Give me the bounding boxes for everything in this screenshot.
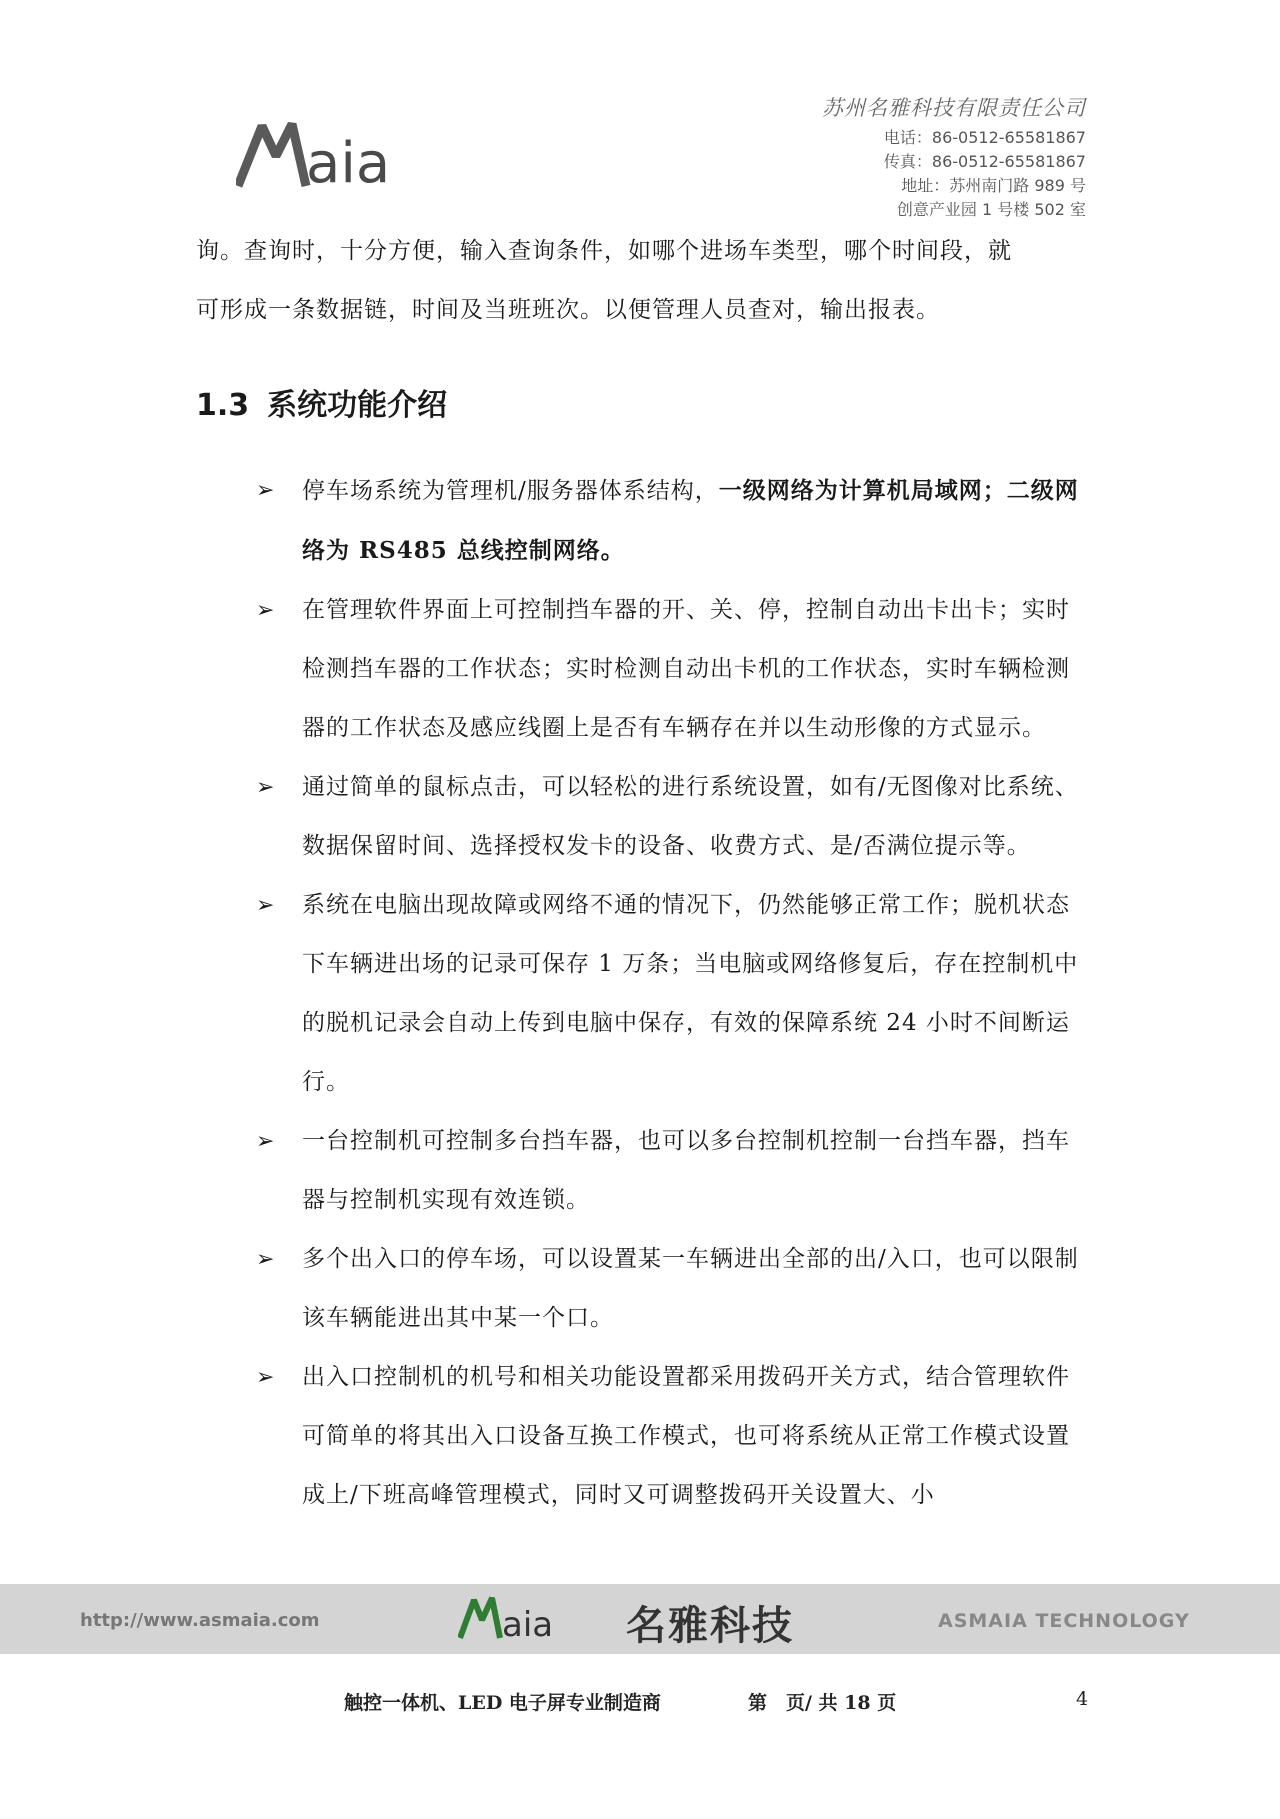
footer-maia-logo [458,1594,578,1646]
section-title: 系统功能介绍 [267,388,448,423]
company-address-1: 地址：苏州南门路 989 号 [901,176,1086,195]
svg-text:aia: aia [306,131,391,188]
bullet-text: 一台控制机可控制多台挡车器，也可以多台控制机控制一台挡车器，挡车器与控制机实现有效连锁。 [302,1128,1070,1213]
company-info [822,92,1086,222]
list-item [256,758,1086,876]
intro-line-2: 可形成一条数据链，时间及当班班次。以便管理人员查对，输出报表。 [196,297,940,323]
bullet-text: 多个出入口的停车场，可以设置某一车辆进出全部的出/入口，也可以限制该车辆能进出其中某一个口。 [302,1246,1079,1331]
bullet-text: 系统在电脑出现故障或网络不通的情况下，仍然能够正常工作；脱机状态下车辆进出场的记录可保存 1 万条；当电脑或网络修复后，存在控制机中的脱机记录会自动上传到电脑中保存，有效的保障系统 24 小时不间断运行。 [302,892,1079,1095]
section-number: 1.3 [196,388,250,423]
intro-line-1: 询。查询时，十分方便，输入查询条件，如哪个进场车类型，哪个时间段，就 [196,238,1012,264]
bullet-text: 通过简单的鼠标点击，可以轻松的进行系统设置，如有/无图像对比系统、数据保留时间、选择授权发卡的设备、收费方式、是/否满位提示等。 [302,774,1079,859]
company-address-2: 创意产业园 1 号楼 502 室 [896,200,1086,219]
company-phone: 电话：86-0512-65581867 [883,128,1086,147]
arrow-bullet-icon: ➢ [256,1129,276,1154]
list-item [256,581,1086,758]
arrow-bullet-icon: ➢ [256,893,276,918]
arrow-bullet-icon: ➢ [256,1247,276,1272]
bullet-text: 停车场系统为管理机/服务器体系结构， [302,478,719,504]
bullet-text: 在管理软件界面上可控制挡车器的开、关、停，控制自动出卡出卡；实时检测挡车器的工作状态；实时检测自动出卡机的工作状态，实时车辆检测器的工作状态及感应线圈上是否有车辆存在并以生动形像的方式显示。 [302,597,1070,741]
company-fax: 传真：86-0512-65581867 [883,152,1086,171]
arrow-bullet-icon: ➢ [256,1365,276,1390]
list-item [256,876,1086,1112]
section-heading [196,380,447,424]
page-info: 第 页/ 共 18 页 [748,1692,897,1714]
footer-url[interactable]: http://www.asmaia.com [80,1610,320,1631]
arrow-bullet-icon: ➢ [256,775,276,800]
footer-tagline: 触控一体机、LED 电子屏专业制造商 [344,1692,661,1714]
page-number: 4 [1076,1688,1089,1710]
footer-brand-en: ASMAIA TECHNOLOGY [938,1610,1190,1632]
bullet-text-bold: 一级网络为计算机局域网；二级网络为 RS485 总线控制网络。 [302,477,1079,564]
feature-list [256,461,1086,1525]
maia-logo [236,118,426,188]
list-item [256,1348,1086,1525]
arrow-bullet-icon: ➢ [256,598,276,623]
arrow-bullet-icon: ➢ [256,478,276,503]
footer-brand-cn: 名雅科技 [626,1603,794,1649]
list-item [256,461,1086,581]
bullet-text: 出入口控制机的机号和相关功能设置都采用拨码开关方式，结合管理软件可简单的将其出入口设备互换工作模式，也可将系统从正常工作模式设置成上/下班高峰管理模式，同时又可调整拨码开关设置大、小 [302,1364,1070,1508]
company-name: 苏州名雅科技有限责任公司 [822,96,1086,120]
list-item [256,1230,1086,1348]
list-item [256,1112,1086,1230]
svg-text:aia: aia [502,1605,554,1645]
